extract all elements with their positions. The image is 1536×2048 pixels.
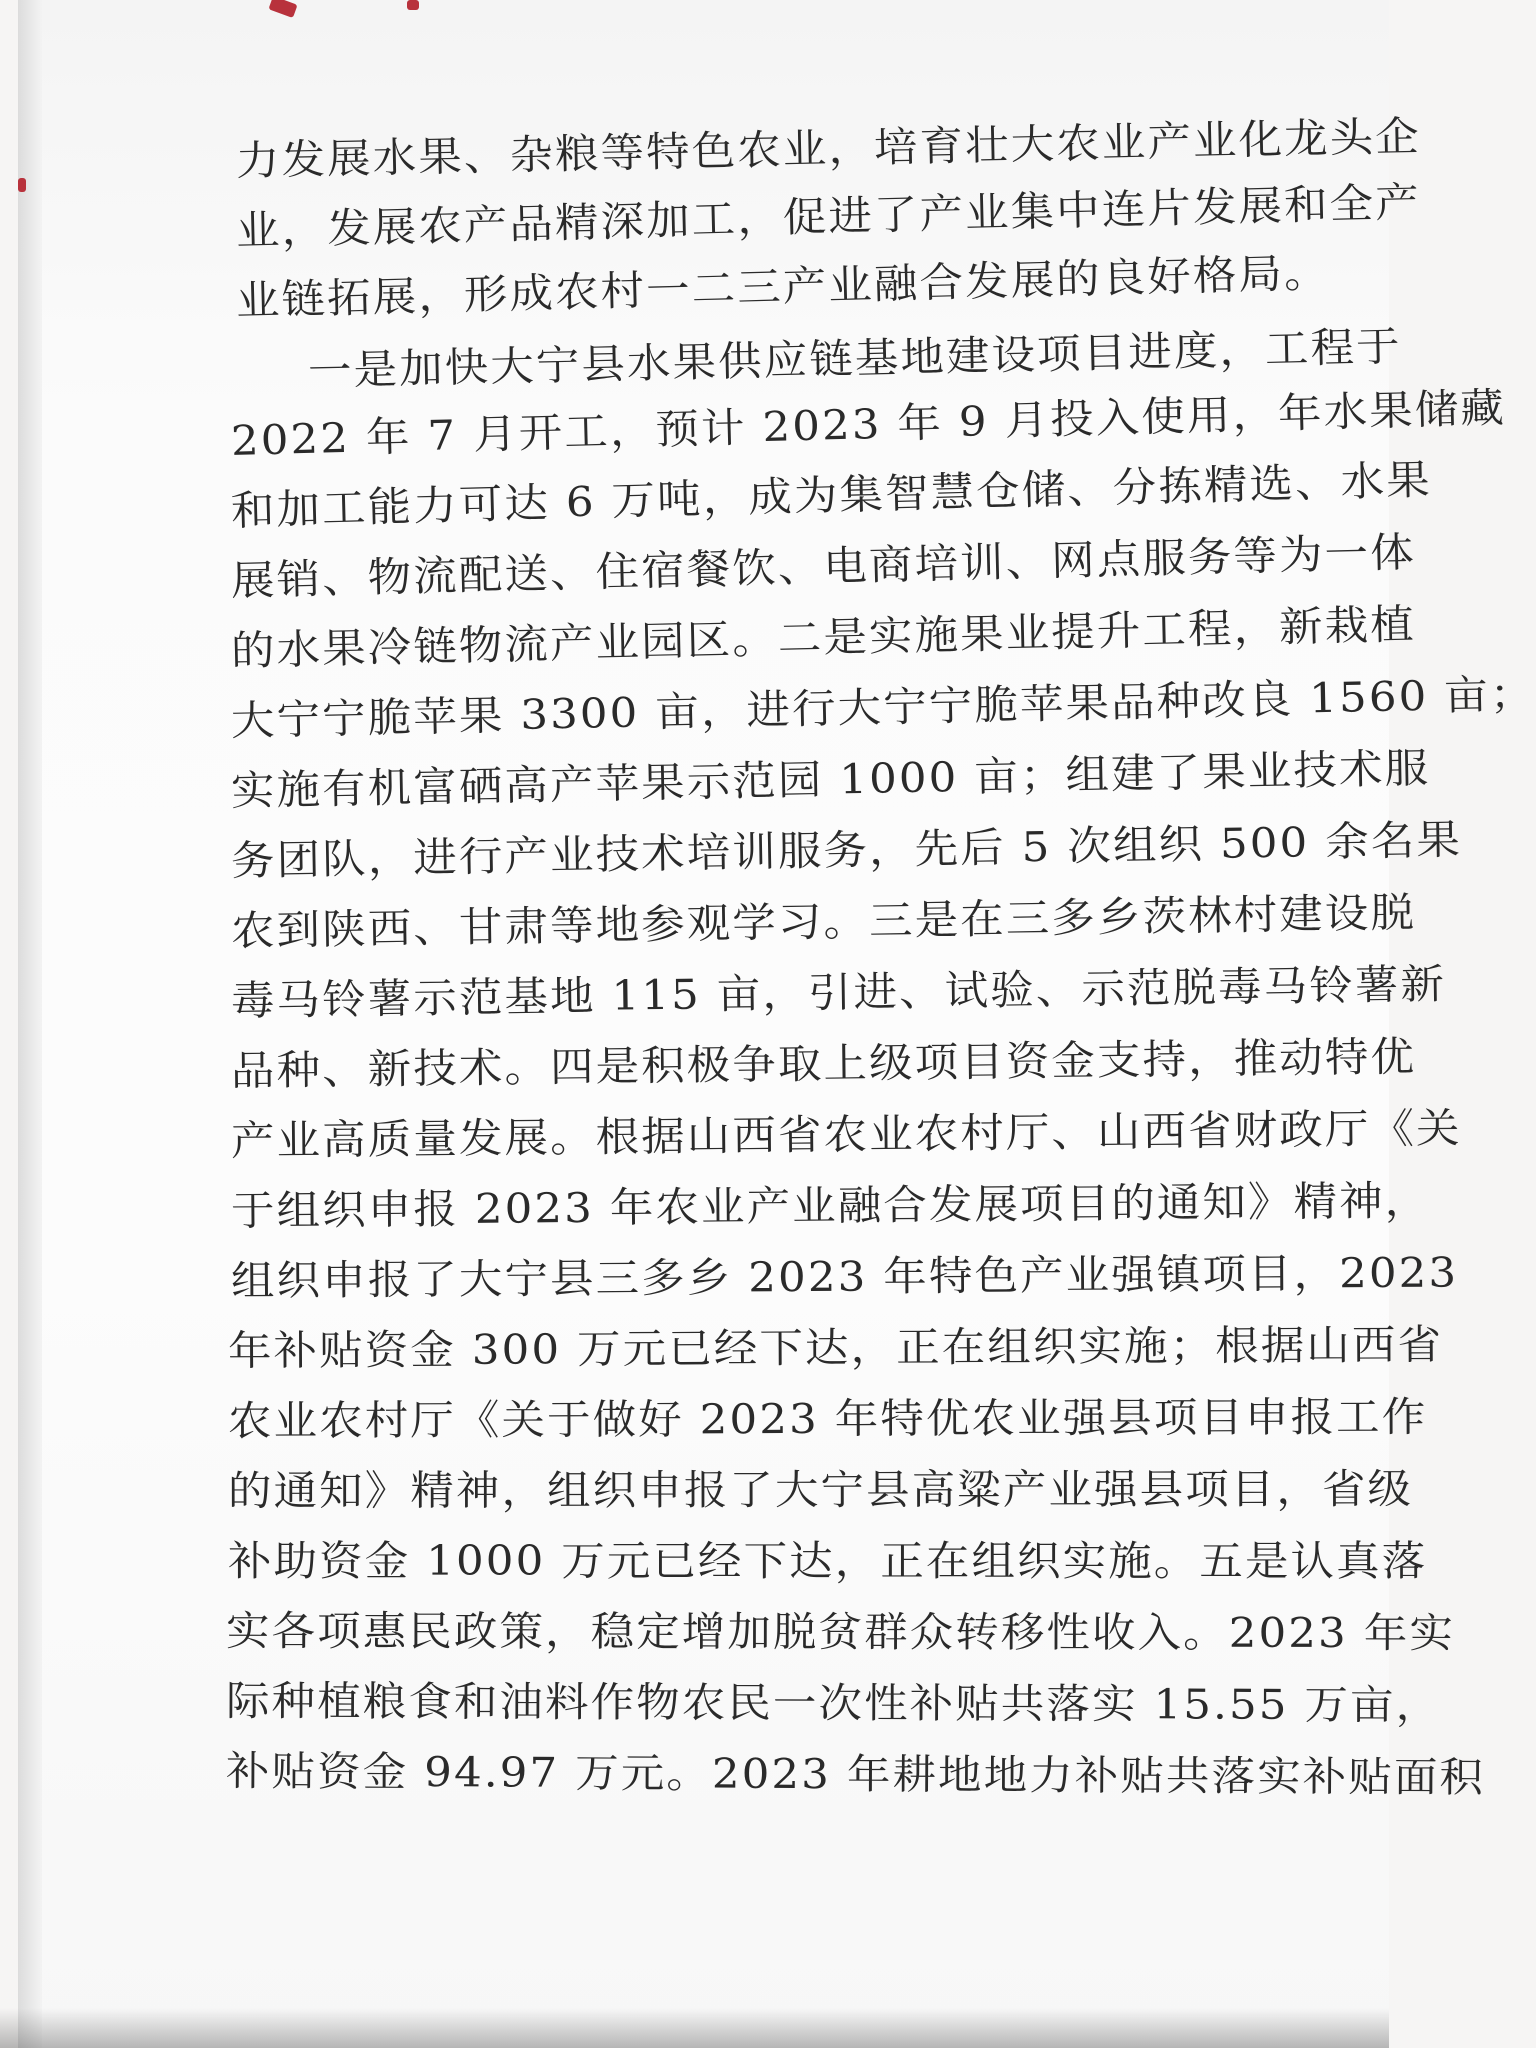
text-line: 年补贴资金 300 万元已经下达，正在组织实施；根据山西省 [227,1320,1444,1375]
text-line: 于组织申报 2023 年农业产业融合发展项目的通知》精神， [230,1176,1431,1235]
text-line: 的水果冷链物流产业园区。二是实施果业提升工程，新栽植 [230,600,1417,675]
text-line: 际种植粮食和油料作物农民一次性补贴共落实 15.55 万亩， [225,1677,1442,1730]
text-line: 展销、物流配送、住宿餐饮、电商培训、网点服务等为一体 [230,528,1417,605]
text-line: 务团队，进行产业技术培训服务，先后 5 次组织 500 余名果 [230,815,1463,885]
text-line: 的通知》精神，组织申报了大宁县高粱产业强县项目，省级 [227,1464,1414,1515]
text-line: 农业农村厅《关于做好 2023 年特优农业强县项目申报工作 [227,1392,1428,1445]
paper-sheet [18,0,1536,2048]
red-mark [407,0,419,10]
text-line: 大宁宁脆苹果 3300 亩，进行大宁宁脆苹果品种改良 1560 亩； [230,669,1536,745]
text-line: 毒马铃薯示范基地 115 亩，引进、试验、示范脱毒马铃薯新 [230,960,1447,1025]
text-line: 力发展水果、杂粮等特色农业，培育壮大农业产业化龙头企 [235,112,1422,185]
text-line: 实施有机富硒高产苹果示范园 1000 亩；组建了果业技术服 [230,743,1431,815]
text-line: 实各项惠民政策，稳定增加脱贫群众转移性收入。2023 年实 [225,1607,1455,1658]
text-line: 业链拓展，形成农村一二三产业融合发展的良好格局。 [235,248,1331,325]
bottom-shadow [0,2008,1389,2048]
text-line: 品种、新技术。四是积极争取上级项目资金支持，推动特优 [230,1032,1417,1095]
red-mark [268,0,297,18]
text-line: 补助资金 1000 万元已经下达，正在组织实施。五是认真落 [228,1537,1428,1585]
page-edge-shadow [18,0,42,2048]
text-line: 和加工能力可达 6 万吨，成为集智慧仓储、分拣精选、水果 [230,455,1433,535]
text-line: 产业高质量发展。根据山西省农业农村厅、山西省财政厅《关 [230,1104,1462,1165]
red-mark [18,178,26,192]
text-line: 组织申报了大宁县三多乡 2023 年特色产业强镇项目，2023 [230,1248,1459,1305]
text-line: 补贴资金 94.97 万元。2023 年耕地地力补贴共落实补贴面积 [225,1747,1486,1802]
text-line: 业，发展农产品精深加工，促进了产业集中连片发展和全产 [235,178,1422,255]
text-line: 一是加快大宁县水果供应链基地建设项目进度，工程于 [307,322,1403,395]
text-line: 2022 年 7 月开工，预计 2023 年 9 月投入使用，年水果储藏 [230,383,1507,465]
text-line: 农到陕西、甘肃等地参观学习。三是在三多乡茨林村建设脱 [230,888,1417,955]
